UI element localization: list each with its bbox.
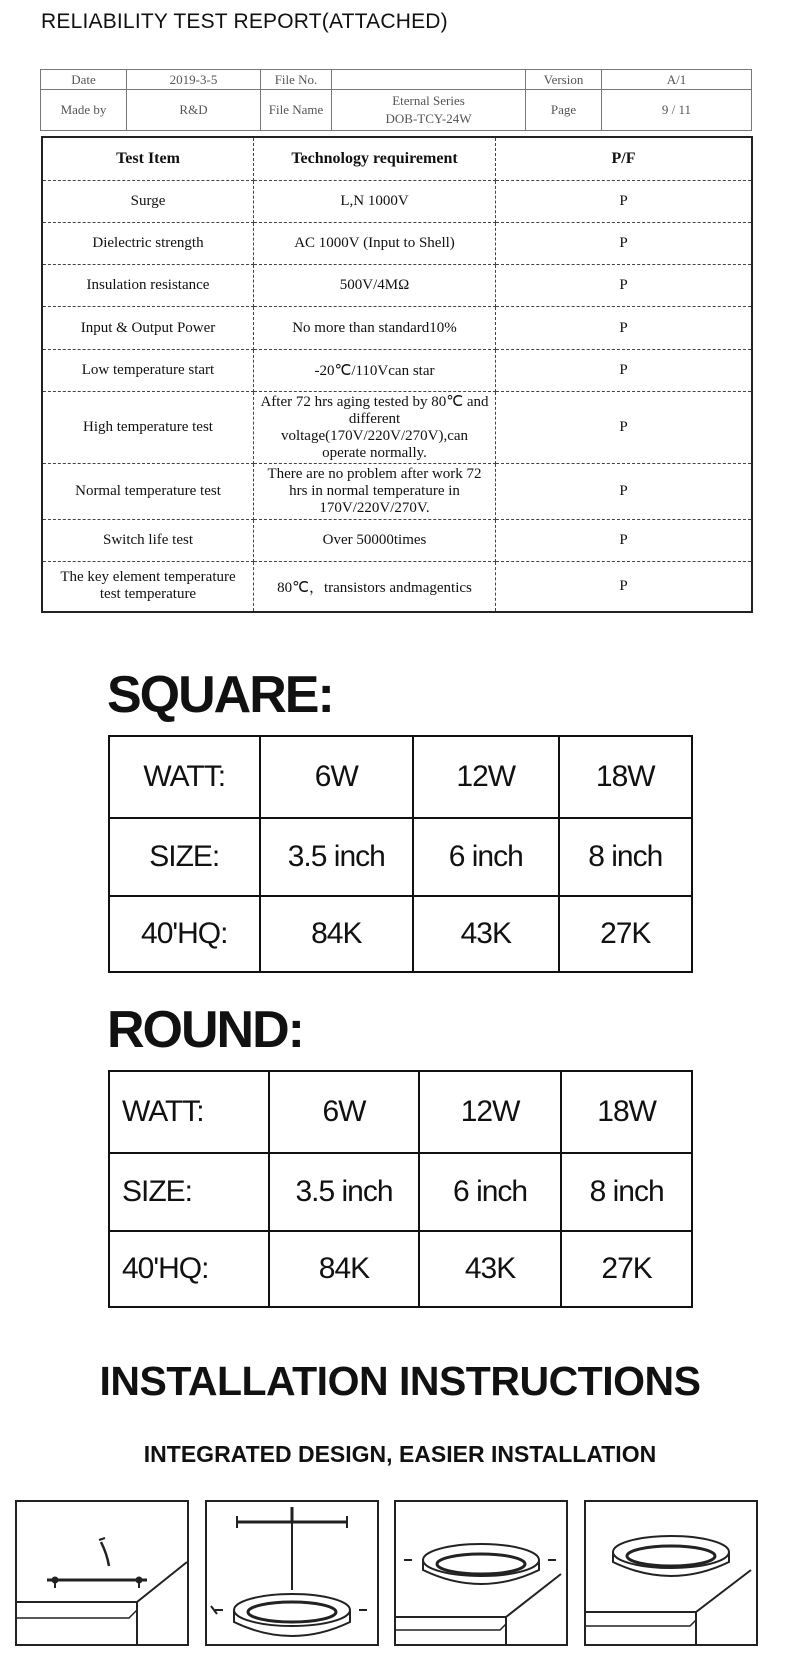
test-item: Normal temperature test	[42, 464, 254, 520]
table-row	[42, 181, 752, 223]
align-fixture-icon	[396, 1502, 566, 1644]
watt-value: 12W	[413, 736, 558, 818]
watt-value: 18W	[561, 1071, 692, 1153]
page-value: 9 / 11	[602, 90, 752, 131]
test-item: Low temperature start	[42, 350, 254, 392]
watt-label: WATT:	[109, 1071, 269, 1153]
test-requirement	[254, 392, 496, 464]
size-value: 3.5 inch	[269, 1153, 419, 1231]
test-item	[42, 562, 254, 612]
size-value: 6 inch	[413, 818, 558, 896]
install-step-1-illustration	[15, 1500, 189, 1646]
table-row	[42, 520, 752, 562]
test-pf: P	[496, 562, 753, 612]
square-title-text: SQUARE	[107, 666, 318, 724]
test-item: Surge	[42, 181, 254, 223]
test-requirement: -20℃/110Vcan star	[254, 350, 496, 392]
test-requirement: No more than standard10%	[254, 307, 496, 350]
table-row	[42, 223, 752, 265]
mount-bracket-icon	[17, 1502, 187, 1644]
test-item: Insulation resistance	[42, 265, 254, 307]
test-requirement: AC 1000V (Input to Shell)	[254, 223, 496, 265]
square-title	[107, 665, 333, 725]
hq-value: 84K	[260, 896, 414, 972]
size-value: 8 inch	[559, 818, 692, 896]
size-value: 6 inch	[419, 1153, 561, 1231]
size-value: 8 inch	[561, 1153, 692, 1231]
square-title-colon: :	[317, 666, 333, 724]
test-pf: P	[496, 350, 753, 392]
size-value: 3.5 inch	[260, 818, 414, 896]
fixture-installed-icon	[586, 1502, 756, 1644]
table-row	[109, 896, 692, 972]
file-name-label: File Name	[261, 90, 332, 131]
test-pf: P	[496, 307, 753, 350]
square-spec-table	[108, 735, 693, 973]
file-no-value	[332, 70, 526, 90]
watt-value: 6W	[260, 736, 414, 818]
file-no-label: File No.	[261, 70, 332, 90]
round-spec-table	[108, 1070, 693, 1308]
version-value: A/1	[602, 70, 752, 90]
file-name-line2: DOB-TCY-24W	[385, 111, 472, 126]
item-line: test temperature	[99, 586, 197, 603]
date-label: Date	[41, 70, 127, 90]
installation-subtitle: INTEGRATED DESIGN, EASIER INSTALLATION	[143, 1441, 657, 1467]
test-pf: P	[496, 520, 753, 562]
item-line: The key element temperature	[60, 569, 236, 586]
reliability-test-table	[41, 136, 753, 613]
watt-label: WATT:	[109, 736, 260, 818]
watt-value: 12W	[419, 1071, 561, 1153]
test-pf: P	[496, 181, 753, 223]
hq-label: 40'HQ:	[109, 896, 260, 972]
test-item: Dielectric strength	[42, 223, 254, 265]
requirement-line: operate normally.	[322, 444, 427, 461]
page-label: Page	[526, 90, 602, 131]
size-label: SIZE:	[109, 818, 260, 896]
version-label: Version	[526, 70, 602, 90]
test-item: High temperature test	[42, 392, 254, 464]
table-row	[109, 1231, 692, 1307]
test-item: Input & Output Power	[42, 307, 254, 350]
test-requirement: 80℃，transistors andmagentics	[254, 562, 496, 612]
test-requirement: Over 50000times	[254, 520, 496, 562]
report-title: RELIABILITY TEST REPORT(ATTACHED)	[41, 10, 448, 33]
test-pf: P	[496, 223, 753, 265]
header-requirement: Technology requirement	[254, 137, 496, 181]
requirement-line: different	[348, 410, 401, 427]
install-step-4-illustration	[584, 1500, 758, 1646]
table-row	[42, 350, 752, 392]
made-by-value: R&D	[127, 90, 261, 131]
test-pf: P	[496, 464, 753, 520]
round-title	[107, 1000, 303, 1060]
round-title-text: ROUND	[107, 1001, 288, 1059]
requirement-line: 170V/220V/270V.	[319, 500, 430, 516]
test-requirement: 500V/4MΩ	[254, 265, 496, 307]
table-row	[42, 265, 752, 307]
table-row	[42, 464, 752, 520]
watt-value: 6W	[269, 1071, 419, 1153]
test-requirement: L,N 1000V	[254, 181, 496, 223]
test-pf: P	[496, 392, 753, 464]
hq-value: 27K	[561, 1231, 692, 1307]
hq-label: 40'HQ:	[109, 1231, 269, 1307]
attach-fixture-icon	[207, 1502, 377, 1644]
table-row	[42, 562, 752, 612]
install-step-3-illustration	[394, 1500, 568, 1646]
test-item: Switch life test	[42, 520, 254, 562]
table-row	[42, 392, 752, 464]
hq-value: 27K	[559, 896, 692, 972]
file-name-line1: Eternal Series	[392, 93, 465, 108]
table-row	[109, 736, 692, 818]
test-pf: P	[496, 265, 753, 307]
table-row	[109, 1071, 692, 1153]
requirement-line: There are no problem after work 72	[267, 466, 482, 482]
report-meta-table	[40, 69, 752, 131]
file-name-value	[332, 90, 526, 131]
hq-value: 43K	[413, 896, 558, 972]
table-row	[109, 1153, 692, 1231]
table-row	[42, 307, 752, 350]
hq-value: 84K	[269, 1231, 419, 1307]
install-step-2-illustration	[205, 1500, 379, 1646]
round-title-colon: :	[287, 1001, 303, 1059]
table-row	[109, 818, 692, 896]
requirement-line: hrs in normal temperature in	[289, 483, 460, 499]
test-requirement	[254, 464, 496, 520]
watt-value: 18W	[559, 736, 692, 818]
date-value: 2019-3-5	[127, 70, 261, 90]
header-pf: P/F	[496, 137, 753, 181]
requirement-line: voltage(170V/220V/270V),can	[280, 427, 469, 444]
size-label: SIZE:	[109, 1153, 269, 1231]
header-test-item: Test Item	[42, 137, 254, 181]
requirement-line: After 72 hrs aging tested by 80℃ and	[260, 393, 489, 410]
installation-title: INSTALLATION INSTRUCTIONS	[99, 1358, 701, 1404]
hq-value: 43K	[419, 1231, 561, 1307]
made-by-label: Made by	[41, 90, 127, 131]
